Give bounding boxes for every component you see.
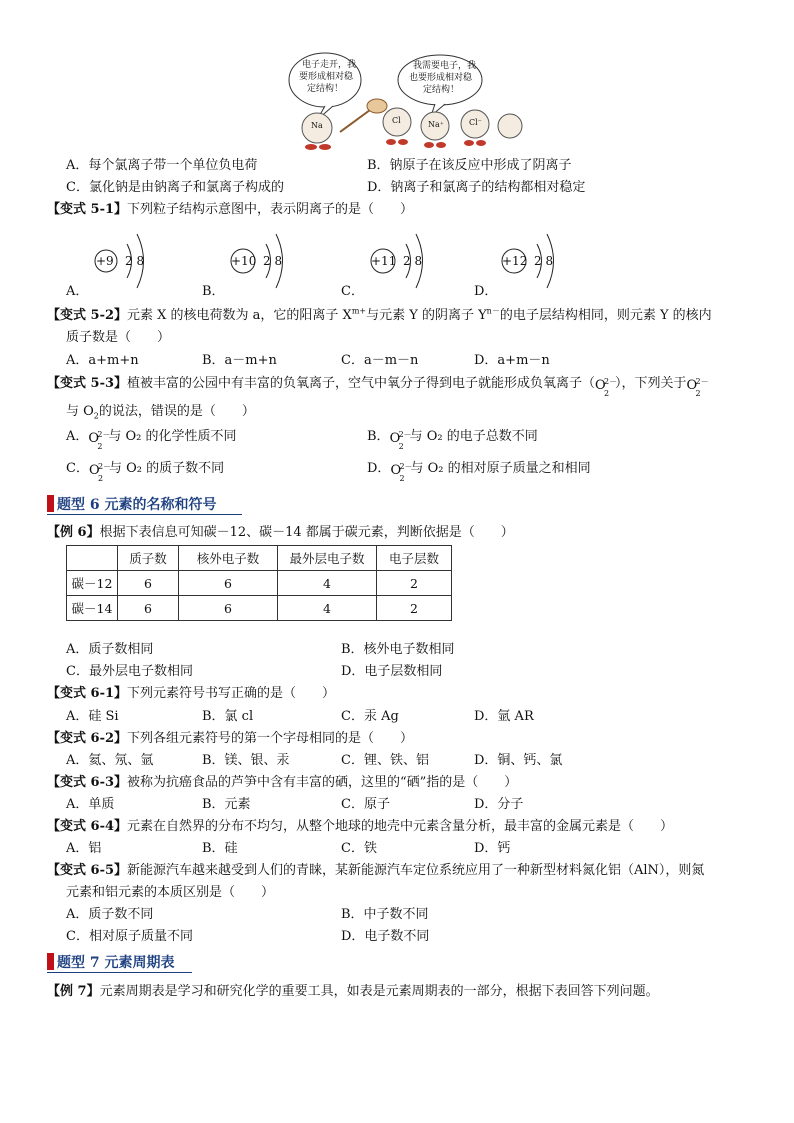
q64-option-b: B．硅: [202, 841, 238, 856]
question-tag: 【变式 6-3】: [47, 775, 128, 790]
carbon-isotope-table: [66, 545, 452, 621]
example-6: [47, 524, 514, 542]
label-cl-ion: Cl⁻: [469, 118, 482, 127]
q64-option-a: A．铝: [66, 841, 102, 856]
question-5-3: [47, 375, 709, 398]
question-text: 根据下表信息可知碳－12、碳－14 都属于碳元素，判断依据是（ ）: [99, 525, 514, 540]
q52-option-a: A．a+m+n: [66, 353, 139, 368]
table-row: [67, 596, 452, 621]
q62-option-c: C．锂、铁、铝: [341, 753, 429, 768]
question-6-1: [47, 685, 335, 703]
question-text-a: 植被丰富的公园中有丰富的负氧离子，空气中氧分子得到电子就能形成负氧离子（: [127, 376, 596, 391]
nucleus-charge: +10: [231, 254, 257, 268]
anion-charge: n－: [486, 306, 500, 316]
q52-option-c: C．a－m－n: [341, 353, 419, 368]
question-tag: 【变式 6-5】: [47, 863, 128, 878]
table-cell: 6: [179, 571, 278, 596]
question-5-3-line2: 与 $O_2$的说法，错误的是（ ）: [66, 404, 255, 421]
table-cell: 碳－14: [67, 596, 118, 621]
question-text-a: 元素 X 的核电荷数为 a，它的阳离子 X: [127, 308, 352, 323]
table-header-cell: 核外电子数: [179, 546, 278, 571]
q64-option-d: D．钙: [474, 841, 511, 856]
nucleus-charge: +9: [96, 254, 114, 268]
ion-cartoon: [285, 50, 525, 159]
question-text: 新能源汽车越来越受到人们的青睐，某新能源汽车定位系统应用了一种新型材料氮化铝（AlN），则氮: [127, 863, 705, 878]
table-cell: 碳－12: [67, 571, 118, 596]
question-text-b: ），下列关于: [615, 376, 687, 391]
question-5-1: [47, 201, 413, 219]
question-5-2-line2: 质子数是（ ）: [66, 330, 171, 345]
table-row: [67, 571, 452, 596]
table-cell: 2: [377, 596, 452, 621]
question-text: 下列粒子结构示意图中，表示阴离子的是（ ）: [127, 202, 414, 217]
question-text: 元素周期表是学习和研究化学的重要工具，如表是元素周期表的一部分，根据下表回答下列问题。: [99, 984, 659, 999]
shell-electrons: 2 8: [263, 254, 283, 268]
q64-option-c: C．铁: [341, 841, 377, 856]
question-tag: 【例 7】: [47, 984, 100, 999]
question-tag: 【变式 6-1】: [47, 686, 128, 701]
q63-option-b: B．元素: [202, 797, 251, 812]
q65-option-b: B．中子数不同: [341, 907, 429, 922]
bubble-left-line3: 定结构！: [307, 84, 344, 94]
shell-electrons: 2 8: [534, 254, 554, 268]
question-text: 下列各组元素符号的第一个字母相同的是（ ）: [127, 731, 414, 746]
ex6-option-a: A．质子数相同: [66, 642, 154, 657]
prev-option-b: B．钠原子在该反应中形成了阴离子: [367, 158, 572, 173]
q63-option-c: C．原子: [341, 797, 390, 812]
table-cell: 6: [118, 596, 179, 621]
q65-option-d: D．电子数不同: [341, 929, 430, 944]
shell-electrons: 2 8: [125, 254, 145, 268]
q65-option-a: A．质子数不同: [66, 907, 154, 922]
question-tag: 【变式 6-2】: [47, 731, 128, 746]
q52-option-b: B．a－m+n: [202, 353, 277, 368]
table-cell: 4: [278, 571, 377, 596]
nucleus-charge: +12: [502, 254, 528, 268]
question-6-5-line2: 元素和铝元素的本质区别是（ ）: [66, 885, 275, 900]
table-header-cell: 电子层数: [377, 546, 452, 571]
section-title: 题型 7 元素周期表: [57, 955, 175, 971]
section-underline: [47, 972, 192, 973]
ex6-option-c: C．最外层电子数相同: [66, 664, 193, 679]
q62-option-d: D．铜、钙、氯: [474, 753, 563, 768]
q53-option-a: A． O 2－ 2 与 O₂ 的化学性质不同: [66, 429, 237, 451]
section-underline: [47, 514, 242, 515]
label-na-ion: Na⁺: [428, 120, 444, 129]
atom-diagram-b: [229, 228, 299, 290]
q51-option-d: D．: [474, 284, 498, 299]
question-text: 下列元素符号书写正确的是（ ）: [127, 686, 336, 701]
ex6-option-d: D．电子层数相同: [341, 664, 443, 679]
label-cl: Cl: [392, 116, 401, 125]
question-6-3: [47, 774, 517, 792]
atom-diagram-d: [500, 228, 570, 290]
q62-option-a: A．氦、氖、氩: [66, 753, 154, 768]
question-tag: 【变式 6-4】: [47, 819, 128, 834]
table-header-cell: 质子数: [118, 546, 179, 571]
question-tag: 【例 6】: [47, 525, 100, 540]
atom-diagram-a: [92, 228, 162, 290]
q51-option-b: B．: [202, 284, 225, 299]
q51-option-c: C．: [341, 284, 364, 299]
atom-diagram-c: [369, 228, 439, 290]
nucleus-charge: +11: [371, 254, 397, 268]
q52-option-d: D．a+m－n: [474, 353, 550, 368]
example-7: [47, 983, 659, 1001]
question-tag: 【变式 5-1】: [47, 202, 128, 217]
table-cell: 6: [179, 596, 278, 621]
cation-charge: m+: [351, 306, 367, 316]
q63-option-d: D．分子: [474, 797, 524, 812]
question-tag: 【变式 5-3】: [47, 376, 128, 391]
label-na: Na: [311, 121, 323, 130]
question-5-2: [47, 307, 712, 325]
bubble-left-line2: 要形成相对稳: [299, 72, 354, 82]
superoxide-ion: O 2－ 2: [686, 376, 709, 398]
prev-option-c: C．氯化钠是由钠离子和氯离子构成的: [66, 180, 284, 195]
bubble-left-line1: 电子走开，我: [302, 60, 357, 70]
q61-option-d: D．氩 AR: [474, 709, 534, 724]
q63-option-a: A．单质: [66, 797, 115, 812]
q53-option-b: B． O 2－ 2 与 O₂ 的电子总数不同: [367, 429, 538, 451]
table-header-row: [67, 546, 452, 571]
section-marker: [47, 495, 54, 512]
q62-option-b: B．镁、银、汞: [202, 753, 290, 768]
q65-option-c: C．相对原子质量不同: [66, 929, 193, 944]
q53-option-d: D． O 2－ 2 与 O₂ 的相对原子质量之和相同: [367, 461, 591, 483]
superoxide-ion: O 2－ 2: [595, 376, 618, 398]
question-6-2: [47, 730, 413, 748]
question-text-c: 的电子层结构相同，则元素 Y 的核内: [499, 308, 712, 323]
section-marker: [47, 953, 54, 970]
q53-option-c: C． O 2－ 2 与 O₂ 的质子数不同: [66, 461, 225, 483]
table-cell: 2: [377, 571, 452, 596]
table-header-cell: 最外层电子数: [278, 546, 377, 571]
q61-option-c: C．汞 Ag: [341, 709, 399, 724]
table-cell: 4: [278, 596, 377, 621]
prev-option-d: D．钠离子和氯离子的结构都相对稳定: [367, 180, 586, 195]
question-text-b: 与元素 Y 的阴离子 Y: [366, 308, 487, 323]
question-text: 被称为抗癌食品的芦笋中含有丰富的硒，这里的“硒”指的是（ ）: [127, 775, 518, 790]
shell-electrons: 2 8: [403, 254, 423, 268]
q51-option-a: A．: [66, 284, 89, 299]
section-title: 题型 6 元素的名称和符号: [57, 497, 217, 513]
question-text: 元素在自然界的分布不均匀，从整个地球的地壳中元素含量分析，最丰富的金属元素是（ ）: [127, 819, 674, 834]
q61-option-a: A．硅 Si: [66, 709, 119, 724]
question-6-4: [47, 818, 673, 836]
table-header-cell: [67, 546, 118, 571]
ex6-option-b: B．核外电子数相同: [341, 642, 455, 657]
question-tag: 【变式 5-2】: [47, 308, 128, 323]
bubble-right-line3: 定结构！: [423, 85, 460, 95]
bubble-right-line2: 也要形成相对稳: [409, 73, 473, 83]
question-6-5: [47, 862, 704, 880]
table-cell: 6: [118, 571, 179, 596]
q61-option-b: B．氯 cl: [202, 709, 254, 724]
prev-option-a: A．每个氯离子带一个单位负电荷: [66, 158, 258, 173]
bubble-right-line1: 我需要电子，我: [413, 61, 477, 71]
